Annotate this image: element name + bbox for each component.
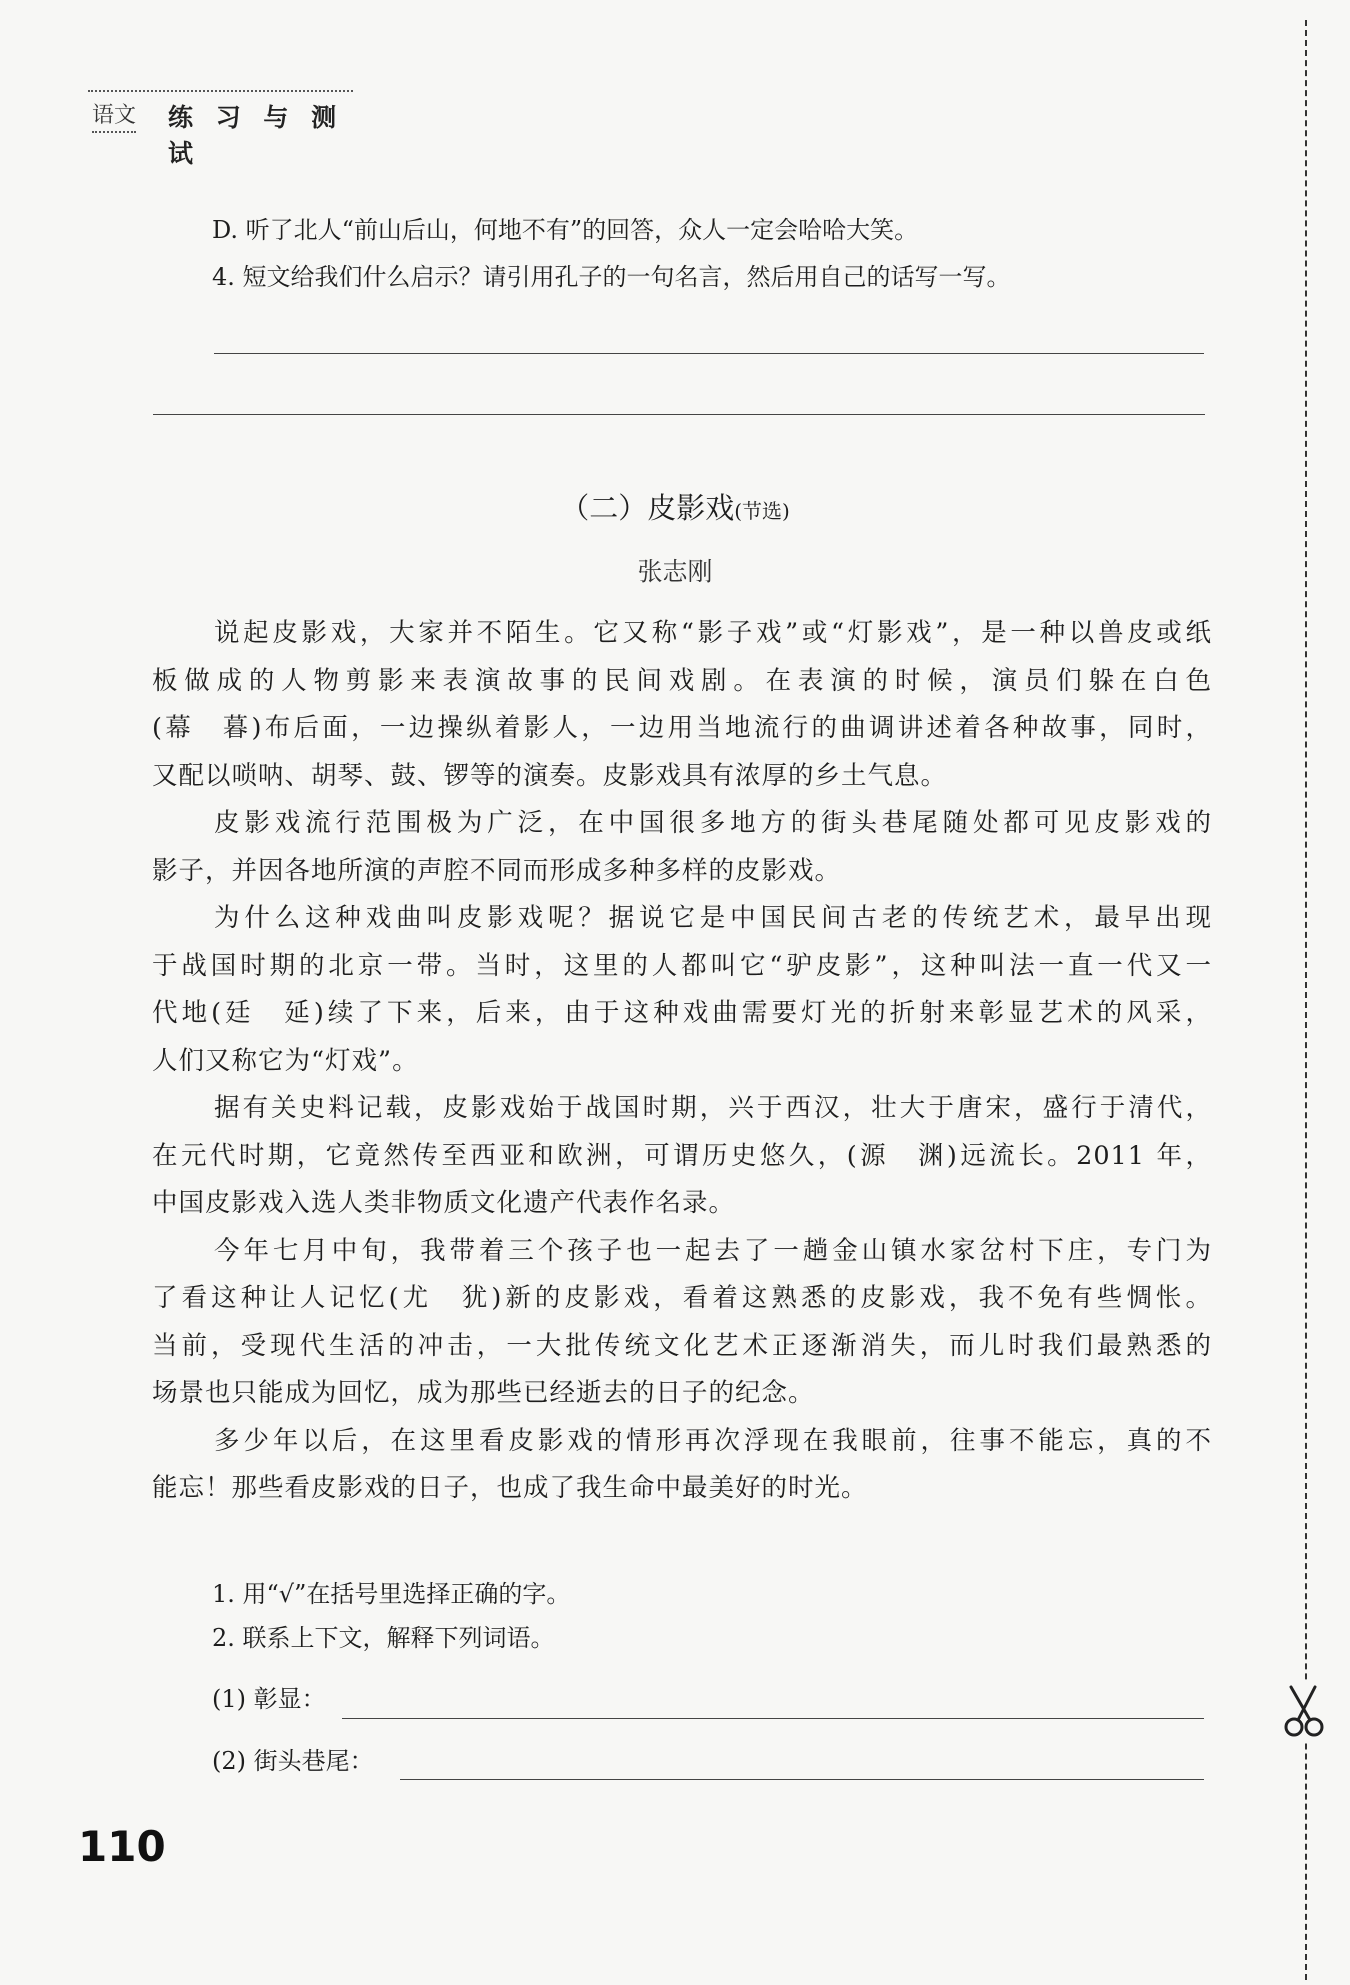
article-line: 代地(廷 延)续了下来，后来，由于这种戏曲需要灯光的折射来彰显艺术的风采，: [152, 998, 1212, 1028]
article-line: 说起皮影戏，大家并不陌生。它又称“影子戏”或“灯影戏”，是一种以兽皮或纸: [214, 618, 1212, 648]
article-title: [0, 488, 1350, 531]
page-header: [88, 84, 353, 168]
article-line: 又配以唢呐、胡琴、鼓、锣等的演奏。皮影戏具有浓厚的乡土气息。: [152, 760, 948, 791]
article-line: 在元代时期，它竟然传至西亚和欧洲，可谓历史悠久，(源 渊)远流长。2011 年，: [152, 1140, 1212, 1171]
question-2-1-label: (1) 彰显：: [212, 1685, 326, 1713]
scissors-icon: [1281, 1683, 1329, 1741]
article-title-note: (节选): [734, 499, 790, 523]
article-line: 中国皮影戏入选人类非物质文化遗产代表作名录。: [152, 1188, 736, 1218]
article-line: 场景也只能成为回忆，成为那些已经逝去的日子的纪念。: [152, 1378, 815, 1408]
article-line: 皮影戏流行范围极为广泛，在中国很多地方的街头巷尾随处都可见皮影戏的: [214, 808, 1212, 838]
answer-line-q2-2[interactable]: [400, 1779, 1204, 1780]
subject-label: 语文: [92, 98, 136, 133]
article-line: 板做成的人物剪影来表演故事的民间戏剧。在表演的时候，演员们躲在白色: [152, 665, 1212, 696]
answer-line-q2-1[interactable]: [342, 1718, 1204, 1719]
article-line: 多少年以后，在这里看皮影戏的情形再次浮现在我眼前，往事不能忘，真的不: [214, 1425, 1212, 1456]
article-line: 于战国时期的北京一带。当时，这里的人都叫它“驴皮影”，这种叫法一直一代又一: [152, 950, 1212, 981]
question-2-2-label: (2) 街头巷尾：: [212, 1747, 374, 1775]
article-line: (幕 暮)布后面，一边操纵着影人，一边用当地流行的曲调讲述着各种故事，同时，: [152, 713, 1212, 743]
question-4: 4. 短文给我们什么启示？请引用孔子的一句名言，然后用自己的话写一写。: [212, 263, 1011, 291]
article-line: 能忘！那些看皮影戏的日子，也成了我生命中最美好的时光。: [152, 1473, 868, 1503]
article-line: 当前，受现代生活的冲击，一大批传统文化艺术正逐渐消失，而儿时我们最熟悉的: [152, 1330, 1212, 1361]
article-line: 为什么这种戏曲叫皮影戏呢？据说它是中国民间古老的传统艺术，最早出现: [214, 903, 1212, 933]
question-2: 2. 联系上下文，解释下列词语。: [212, 1624, 555, 1652]
article-line: 人们又称它为“灯戏”。: [152, 1045, 419, 1076]
answer-line-q4-1[interactable]: [214, 353, 1204, 354]
article-title-main: （二）皮影戏: [560, 491, 735, 525]
page-number: 110: [78, 1822, 166, 1871]
header-dotted-rule: [88, 90, 353, 92]
article-line: 影子，并因各地所演的声腔不同而形成多种多样的皮影戏。: [152, 855, 842, 886]
article-author: 张志刚: [637, 557, 713, 586]
answer-line-q4-2[interactable]: [153, 414, 1205, 415]
article-line: 了看这种让人记忆(尤 犹)新的皮影戏，看着这熟悉的皮影戏，我不免有些惆怅。: [152, 1283, 1212, 1313]
article-line: 今年七月中旬，我带着三个孩子也一起去了一趟金山镇水家岔村下庄，专门为: [214, 1235, 1212, 1266]
article-body: [152, 610, 1212, 1513]
option-d: D. 听了北人“前山后山，何地不有”的回答，众人一定会哈哈大笑。: [212, 216, 919, 244]
article-line: 据有关史料记载，皮影戏始于战国时期，兴于西汉，壮大于唐宋，盛行于清代，: [214, 1093, 1212, 1123]
book-title: 练 习 与 测 试: [168, 103, 344, 168]
question-1: 1. 用“√”在括号里选择正确的字。: [212, 1580, 571, 1608]
